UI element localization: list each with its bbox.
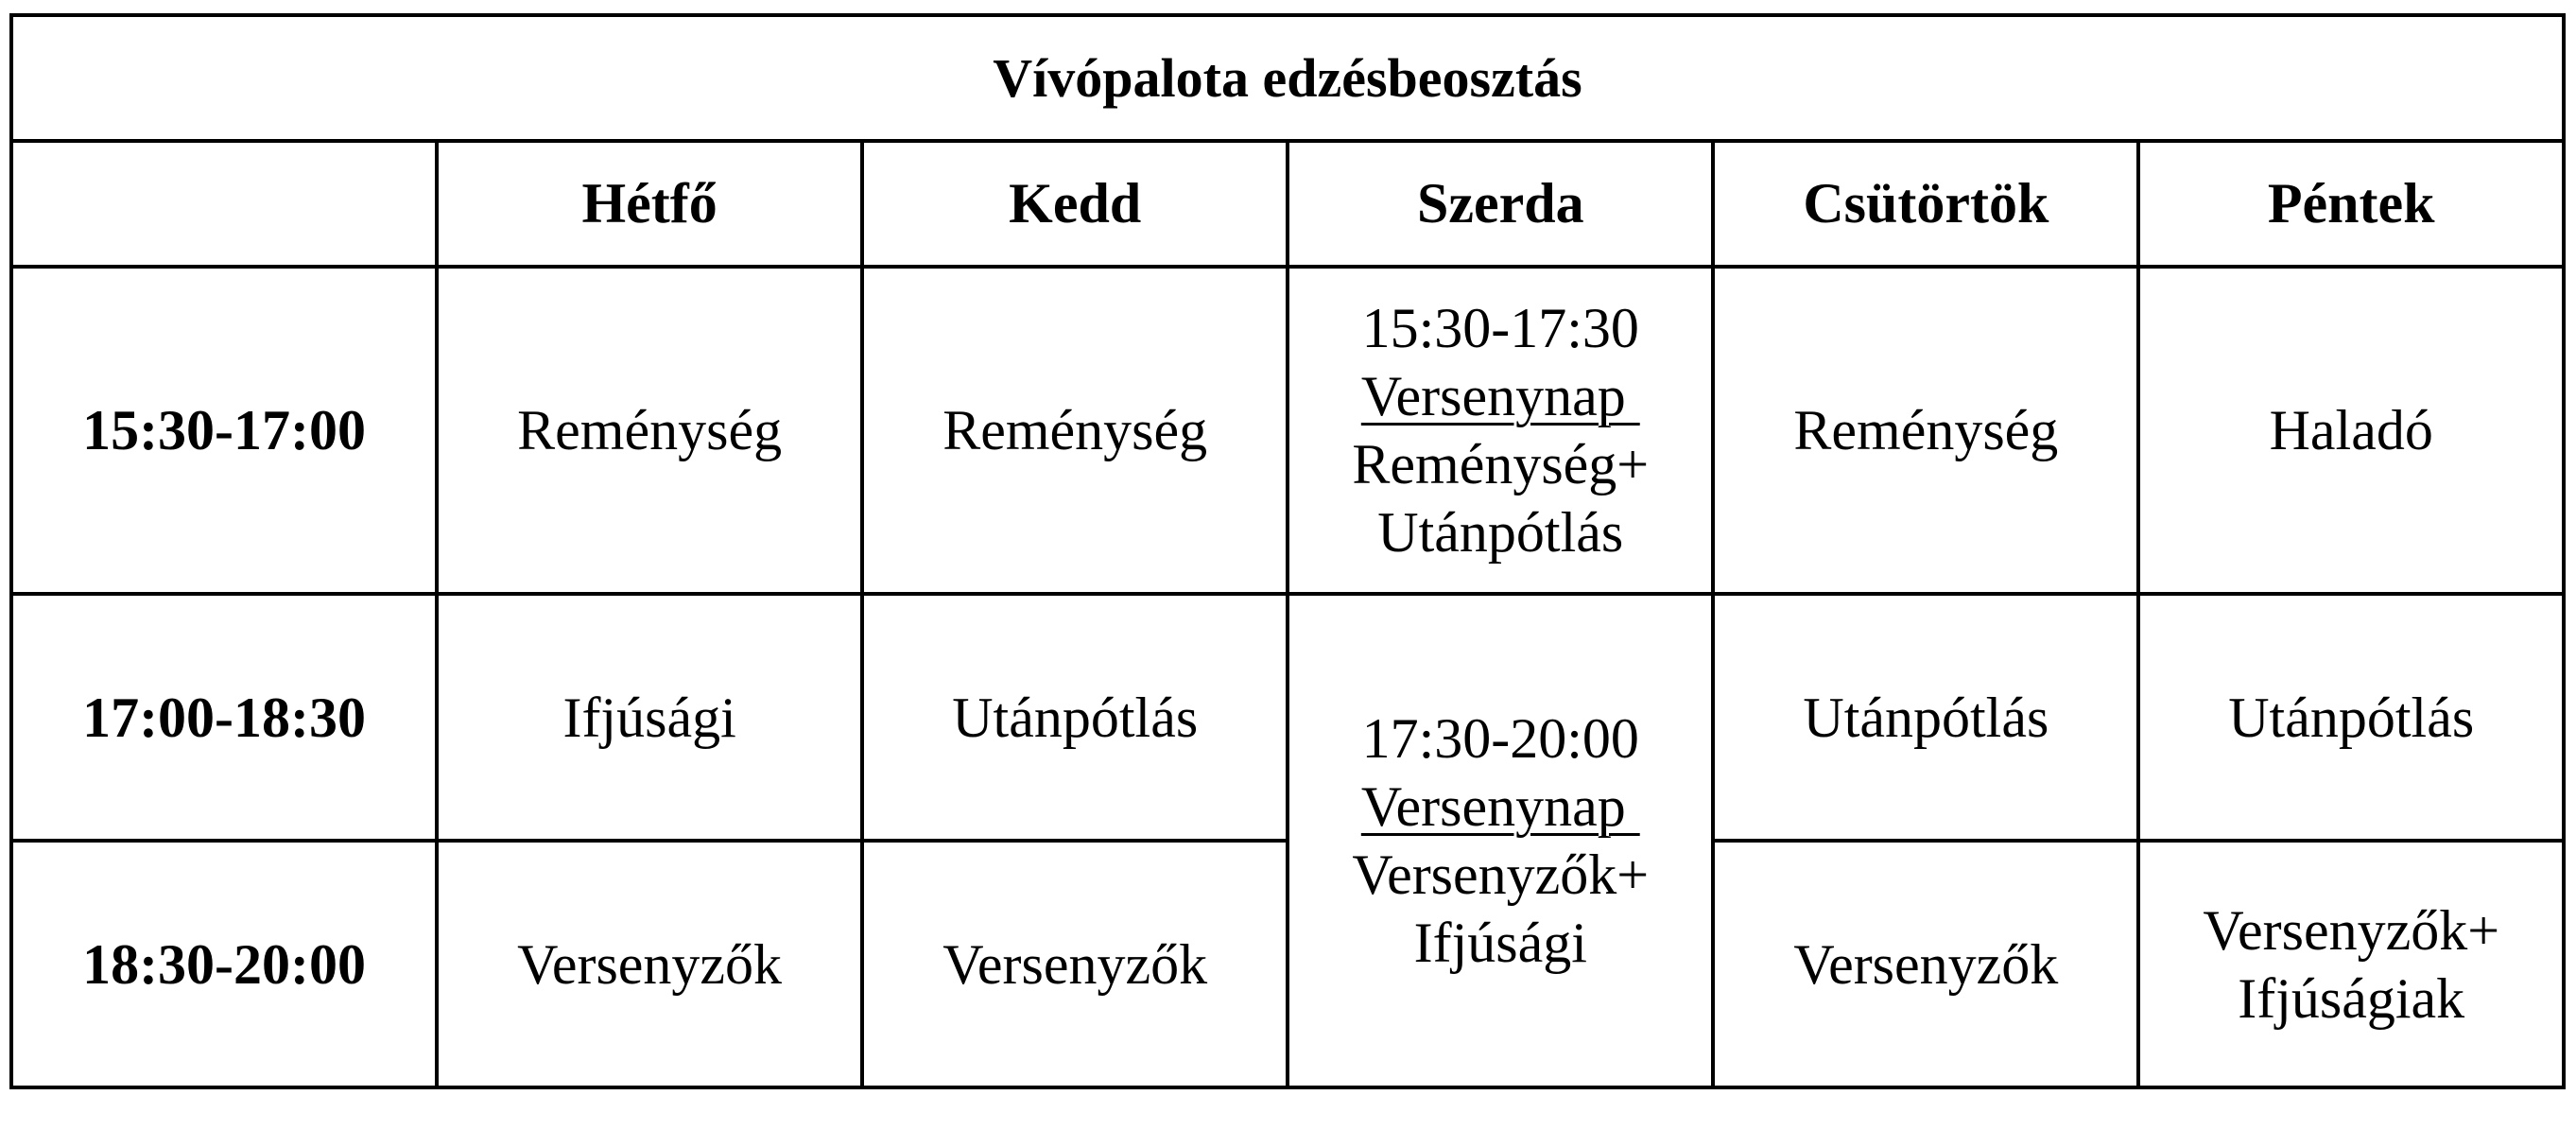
schedule-cell-tuesday: Reménység [862,267,1288,594]
schedule-cell-thursday: Utánpótlás [1713,594,2138,841]
competition-time: 17:30-20:00 [1361,707,1639,771]
schedule-cell-monday: Reménység [437,267,862,594]
schedule-cell-friday [2138,841,2564,1087]
header-row [11,141,2564,267]
schedule-cell-wednesday [1288,594,1713,1087]
schedule-cell-thursday: Versenyzők [1713,841,2138,1087]
training-schedule-table [9,13,2566,1089]
corner-cell [11,141,437,267]
schedule-cell-tuesday: Versenyzők [862,841,1288,1087]
schedule-group: Versenyzők+ [2203,898,2500,962]
competition-day-label: Versenynap [1360,365,1640,428]
table-row [11,841,2564,1087]
schedule-group: Ifjúságiak [2238,966,2465,1030]
competition-group: Reménység+ [1352,433,1650,496]
competition-group: Versenyzők+ [1352,843,1650,907]
competition-time: 15:30-17:30 [1361,297,1639,360]
schedule-cell-thursday: Reménység [1713,267,2138,594]
schedule-cell-friday: Utánpótlás [2138,594,2564,841]
schedule-cell-tuesday: Utánpótlás [862,594,1288,841]
day-header-monday: Hétfő [437,141,862,267]
day-header-wednesday: Szerda [1288,141,1713,267]
schedule-cell-friday: Haladó [2138,267,2564,594]
day-header-thursday: Csütörtök [1713,141,2138,267]
day-header-friday: Péntek [2138,141,2564,267]
table-title: Vívópalota edzésbeosztás [11,15,2564,141]
schedule-cell-monday: Ifjúsági [437,594,862,841]
day-header-tuesday: Kedd [862,141,1288,267]
competition-group: Ifjúsági [1413,912,1587,975]
schedule-cell-monday: Versenyzők [437,841,862,1087]
table-row [11,267,2564,594]
time-slot-label: 18:30-20:00 [11,841,437,1087]
table-row [11,594,2564,841]
time-slot-label: 15:30-17:00 [11,267,437,594]
time-slot-label: 17:00-18:30 [11,594,437,841]
competition-day-label: Versenynap [1360,775,1640,839]
competition-group: Utánpótlás [1377,501,1624,565]
schedule-cell-wednesday [1288,267,1713,594]
title-row [11,15,2564,141]
